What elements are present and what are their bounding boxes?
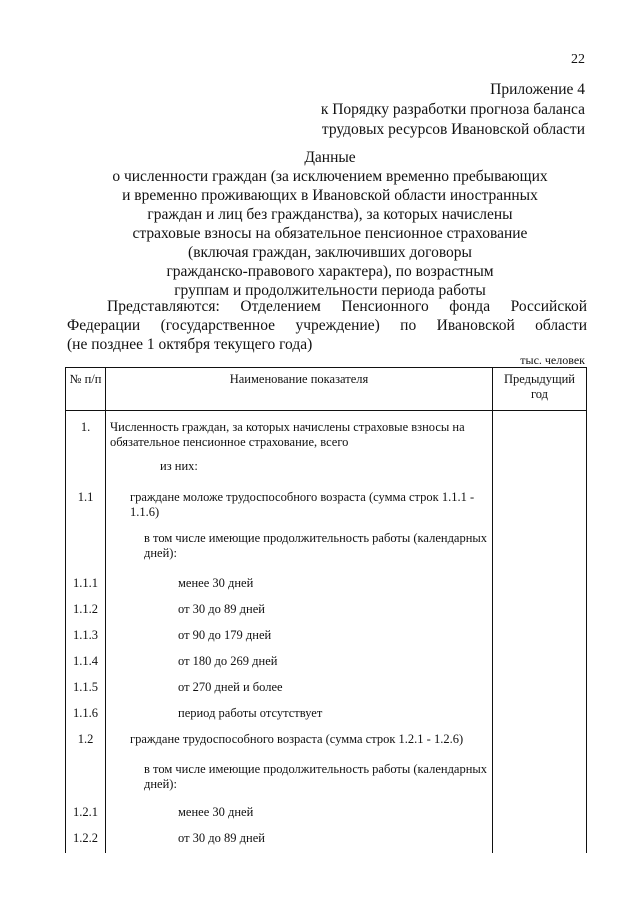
submitted-line-1: Представляются: Отделением Пенсионного фонда Российской	[107, 298, 587, 315]
row-name: менее 30 дней	[106, 572, 493, 598]
row-name: от 90 до 179 дней	[106, 624, 493, 650]
row-num: 1.1.5	[66, 676, 106, 702]
table-row	[66, 411, 587, 458]
title-line: граждан и лиц без гражданства), за которых начислены	[147, 206, 513, 223]
row-num: 1.2.1	[66, 801, 106, 827]
row-name: из них:	[106, 457, 493, 482]
row-prev-value	[493, 572, 587, 598]
row-prev-value	[493, 457, 587, 482]
table-row	[66, 650, 587, 676]
table-row	[66, 827, 587, 853]
row-num: 1.1.2	[66, 598, 106, 624]
row-name: период работы отсутствует	[106, 702, 493, 728]
header-num: № п/п	[66, 368, 106, 411]
table-row	[66, 702, 587, 728]
row-prev-value	[493, 754, 587, 801]
document-title	[95, 148, 565, 300]
row-name: в том числе имеющие продолжительность работы (календарных дней):	[106, 529, 493, 572]
appendix-header	[185, 80, 585, 140]
table-row	[66, 801, 587, 827]
row-num: 1.1.6	[66, 702, 106, 728]
row-name: граждане моложе трудоспособного возраста (сумма строк 1.1.1 - 1.1.6)	[106, 482, 493, 529]
table-header-row	[66, 368, 587, 411]
title-line: о численности граждан (за исключением временно пребывающих	[112, 168, 548, 185]
row-name: Численность граждан, за которых начислены страховые взносы на обязательное пенсионное страхование, всего	[106, 411, 493, 458]
row-name: от 270 дней и более	[106, 676, 493, 702]
row-num: 1.2	[66, 728, 106, 754]
header-name: Наименование показателя	[106, 368, 493, 411]
row-prev-value	[493, 728, 587, 754]
appendix-line-1: Приложение 4	[490, 81, 585, 98]
submitted-by-paragraph	[67, 297, 587, 354]
row-prev-value	[493, 624, 587, 650]
appendix-line-2: к Порядку разработки прогноза баланса	[320, 101, 585, 118]
page-number: 22	[571, 52, 585, 67]
row-num	[66, 529, 106, 572]
row-prev-value	[493, 598, 587, 624]
row-num: 1.	[66, 411, 106, 458]
table-row	[66, 457, 587, 482]
table-row	[66, 624, 587, 650]
row-num	[66, 754, 106, 801]
row-name: от 30 до 89 дней	[106, 827, 493, 853]
row-name: от 180 до 269 дней	[106, 650, 493, 676]
title-line: и временно проживающих в Ивановской области иностранных	[122, 187, 538, 204]
submitted-line-2: Федерации (государственное учреждение) по Ивановской области	[67, 317, 587, 334]
row-num: 1.1.4	[66, 650, 106, 676]
row-prev-value	[493, 801, 587, 827]
row-prev-value	[493, 702, 587, 728]
row-num	[66, 457, 106, 482]
row-prev-value	[493, 827, 587, 853]
row-name: в том числе имеющие продолжительность работы (календарных дней):	[106, 754, 493, 801]
table-row	[66, 482, 587, 529]
indicator-table	[65, 367, 587, 853]
title-line: (включая граждан, заключивших договоры	[188, 244, 472, 261]
row-prev-value	[493, 650, 587, 676]
table-row	[66, 754, 587, 801]
row-name: граждане трудоспособного возраста (сумма строк 1.2.1 - 1.2.6)	[106, 728, 493, 754]
header-prev-year: Предыдущий год	[493, 368, 587, 411]
row-num: 1.1	[66, 482, 106, 529]
table-row	[66, 572, 587, 598]
row-prev-value	[493, 411, 587, 458]
row-num: 1.1.1	[66, 572, 106, 598]
title-line: гражданско-правового характера), по возрастным	[166, 263, 494, 280]
row-prev-value	[493, 529, 587, 572]
title-line: Данные	[304, 149, 356, 166]
table-row	[66, 676, 587, 702]
row-name: от 30 до 89 дней	[106, 598, 493, 624]
table-row	[66, 728, 587, 754]
title-line: страховые взносы на обязательное пенсионное страхование	[132, 225, 528, 242]
table-row	[66, 598, 587, 624]
appendix-line-3: трудовых ресурсов Ивановской области	[321, 121, 585, 138]
row-prev-value	[493, 482, 587, 529]
row-prev-value	[493, 676, 587, 702]
title-line: группам и продолжительности периода работы	[174, 282, 486, 299]
table-row	[66, 529, 587, 572]
units-label: тыс. человек	[520, 353, 585, 367]
row-num: 1.2.2	[66, 827, 106, 853]
row-name: менее 30 дней	[106, 801, 493, 827]
row-num: 1.1.3	[66, 624, 106, 650]
submitted-line-3: (не позднее 1 октября текущего года)	[67, 336, 313, 353]
